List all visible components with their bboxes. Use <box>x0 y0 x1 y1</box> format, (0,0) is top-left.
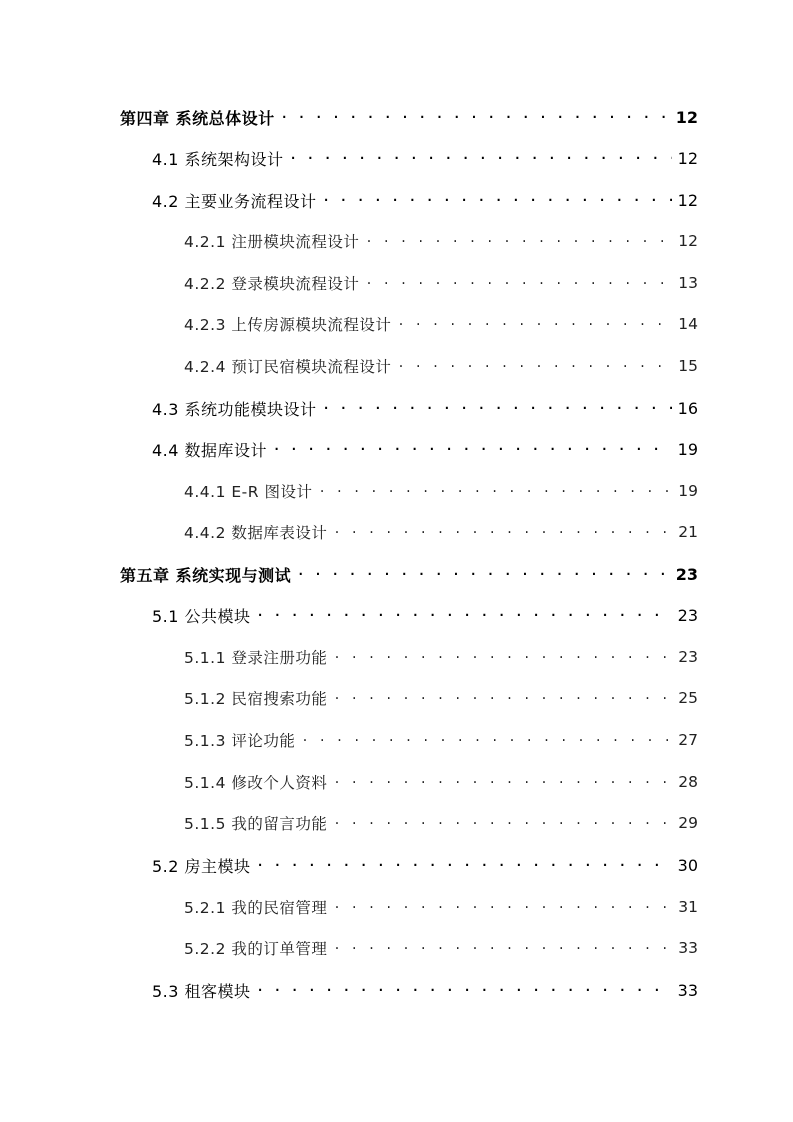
dot-leader <box>290 150 672 166</box>
toc-entry[interactable] <box>0 561 698 587</box>
toc-entry-title: 4.3 系统功能模块设计 <box>152 399 317 419</box>
toc-entry-page: 31 <box>678 898 698 916</box>
toc-entry-page: 29 <box>678 814 698 832</box>
toc-entry[interactable] <box>0 727 698 753</box>
toc-entry-page: 12 <box>678 232 698 250</box>
toc-entry[interactable] <box>0 436 698 462</box>
toc-entry[interactable] <box>0 977 698 1003</box>
dot-leader <box>333 524 672 540</box>
dot-leader <box>273 441 672 457</box>
toc-entry[interactable] <box>0 395 698 421</box>
toc-entry[interactable] <box>0 478 698 504</box>
toc-entry-title: 4.2.4 预订民宿模块流程设计 <box>184 358 392 376</box>
dot-leader <box>333 940 672 956</box>
toc-entry[interactable] <box>0 353 698 379</box>
toc-entry-page: 28 <box>678 773 698 791</box>
toc-entry-title: 5.1.4 修改个人资料 <box>184 774 328 792</box>
toc-entry[interactable] <box>0 104 698 130</box>
toc-entry[interactable] <box>0 270 698 296</box>
toc-entry[interactable] <box>0 145 698 171</box>
toc-entry-page: 33 <box>677 980 698 1000</box>
toc-entry-title: 4.1 系统架构设计 <box>152 149 284 169</box>
toc-entry-page: 12 <box>677 148 698 168</box>
toc-entry-page: 23 <box>677 605 698 625</box>
dot-leader <box>257 857 672 873</box>
toc-entry-title: 4.2 主要业务流程设计 <box>152 191 317 211</box>
toc-entry[interactable] <box>0 311 698 337</box>
toc-entry-title: 4.4 数据库设计 <box>152 440 268 460</box>
dot-leader <box>323 400 672 416</box>
toc-entry-page: 14 <box>678 315 698 333</box>
toc-entry-title: 4.2.3 上传房源模块流程设计 <box>184 316 392 334</box>
toc-entry-title: 5.1 公共模块 <box>152 606 251 626</box>
toc-entry-title: 4.4.1 E-R 图设计 <box>184 483 313 501</box>
toc-entry-page: 12 <box>675 107 698 127</box>
toc-entry-page: 19 <box>678 482 698 500</box>
toc-entry-page: 16 <box>677 398 698 418</box>
dot-leader <box>333 774 672 790</box>
toc-entry-page: 13 <box>678 274 698 292</box>
dot-leader <box>297 566 670 582</box>
toc-entry-page: 23 <box>678 648 698 666</box>
toc-entry[interactable] <box>0 810 698 836</box>
toc-entry-title: 5.2 房主模块 <box>152 856 251 876</box>
toc-entry-page: 33 <box>678 939 698 957</box>
toc-entry-title: 5.1.3 评论功能 <box>184 732 296 750</box>
toc-entry-page: 27 <box>678 731 698 749</box>
dot-leader <box>333 690 672 706</box>
toc-entry[interactable] <box>0 187 698 213</box>
dot-leader <box>333 815 672 831</box>
toc-entry-title: 4.4.2 数据库表设计 <box>184 524 328 542</box>
toc-entry-title: 4.2.2 登录模块流程设计 <box>184 275 360 293</box>
toc-entry-page: 12 <box>677 190 698 210</box>
dot-leader <box>397 358 672 374</box>
dot-leader <box>333 899 672 915</box>
toc-entry-title: 5.3 租客模块 <box>152 981 251 1001</box>
toc-entry-title: 5.2.2 我的订单管理 <box>184 940 328 958</box>
toc-entry[interactable] <box>0 602 698 628</box>
dot-leader <box>397 316 672 332</box>
toc-entry[interactable] <box>0 644 698 670</box>
toc-entry-page: 21 <box>678 523 698 541</box>
toc-entry-page: 15 <box>678 357 698 375</box>
dot-leader <box>301 732 672 748</box>
toc-entry[interactable] <box>0 685 698 711</box>
toc-entry[interactable] <box>0 519 698 545</box>
toc-entry-title: 5.2.1 我的民宿管理 <box>184 899 328 917</box>
dot-leader <box>365 275 672 291</box>
dot-leader <box>318 483 672 499</box>
toc-entry-title: 4.2.1 注册模块流程设计 <box>184 233 360 251</box>
toc-entry[interactable] <box>0 228 698 254</box>
toc-entry-page: 25 <box>678 689 698 707</box>
dot-leader <box>257 607 672 623</box>
dot-leader <box>257 982 672 998</box>
toc-entry-title: 第四章 系统总体设计 <box>120 108 275 128</box>
toc-entry[interactable] <box>0 935 698 961</box>
toc-entry-page: 30 <box>677 855 698 875</box>
toc-entry[interactable] <box>0 769 698 795</box>
toc-entry-title: 5.1.2 民宿搜索功能 <box>184 690 328 708</box>
toc-entry[interactable] <box>0 894 698 920</box>
dot-leader <box>365 233 672 249</box>
dot-leader <box>323 192 672 208</box>
toc-entry-title: 第五章 系统实现与测试 <box>120 565 292 585</box>
dot-leader <box>281 109 670 125</box>
dot-leader <box>333 649 672 665</box>
toc-entry-title: 5.1.5 我的留言功能 <box>184 815 328 833</box>
toc-entry-page: 19 <box>677 439 698 459</box>
toc-entry-title: 5.1.1 登录注册功能 <box>184 649 328 667</box>
toc-entry-page: 23 <box>675 564 698 584</box>
toc-entry[interactable] <box>0 852 698 878</box>
